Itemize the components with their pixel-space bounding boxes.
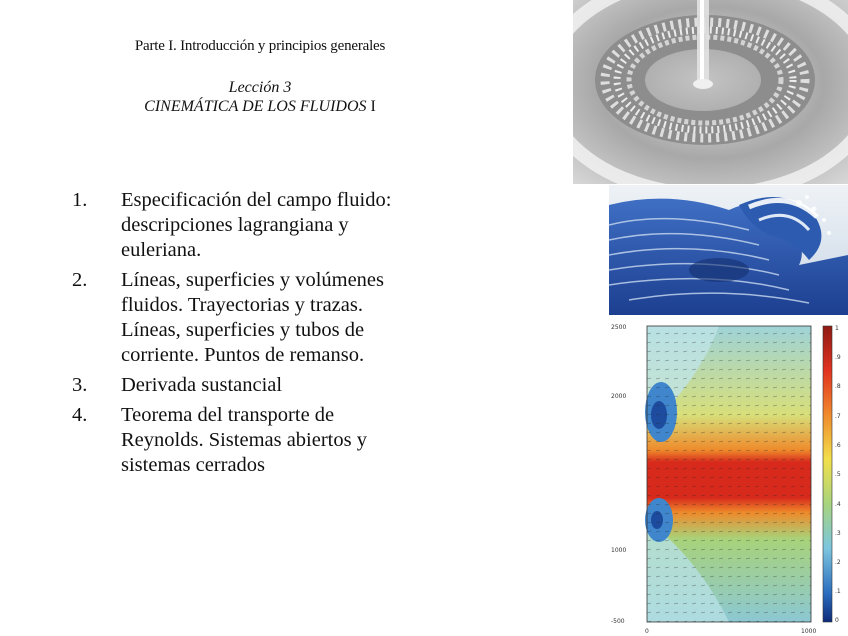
lesson-title-suffix: I [366,98,376,115]
list-item [72,373,417,398]
lesson-number: Lección 3 [228,79,292,96]
topic-text: Teorema del transporte de Reynolds. Sistemas abiertos y sistemas cerrados [121,404,367,476]
topic-number: 4. [72,404,88,426]
list-item [72,188,417,263]
topic-number: 3. [72,374,88,396]
colorbar-label: .3 [835,530,841,537]
water-jet-photo [573,0,848,184]
lesson-title-main: CINEMÁTICA DE LOS FLUIDOS [144,98,367,115]
slide-header [60,38,460,116]
y-tick-label: 2500 [611,324,627,331]
contour-plot-image [609,320,848,636]
colorbar-label: .6 [835,442,841,449]
x-tick-label: 1000 [801,628,817,635]
list-item [72,403,417,478]
y-tick-label: 2000 [611,393,627,400]
topic-text: Derivada sustancial [121,374,283,396]
y-axis-ticks [611,324,626,625]
colorbar-label: .7 [835,413,841,420]
colorbar-label: .9 [835,354,841,361]
x-axis-ticks [645,628,816,635]
colorbar-label: .5 [835,471,841,478]
topic-text: Líneas, superficies y volúmenes fluidos. Trayectorias y trazas. Líneas, superficies y tubos de corriente. Puntos de remanso. [121,269,385,366]
topic-list [72,188,417,483]
y-tick-label: 1000 [611,547,627,554]
ocean-wave-painting [609,185,848,315]
y-tick-label: -500 [611,618,625,625]
colorbar-label: .4 [835,501,841,508]
topic-number: 1. [72,189,88,211]
topic-text: Especificación del campo fluido: descripciones lagrangiana y euleriana. [121,189,392,261]
colorbar-label: .2 [835,559,841,566]
lesson-title [60,98,460,116]
water-jet-image [573,0,848,184]
velocity-contour-plot [609,320,848,636]
colorbar-label: .1 [835,588,841,595]
colorbar-label: .8 [835,383,841,390]
x-tick-label: 0 [645,628,649,635]
topic-number: 2. [72,269,88,291]
ocean-wave-image [609,185,848,315]
course-part: Parte I. Introducción y principios generales [134,38,386,54]
colorbar-label: 1 [835,325,839,332]
colorbar-ticks [835,325,841,624]
colorbar-label: 0 [835,617,839,624]
list-item [72,268,417,368]
